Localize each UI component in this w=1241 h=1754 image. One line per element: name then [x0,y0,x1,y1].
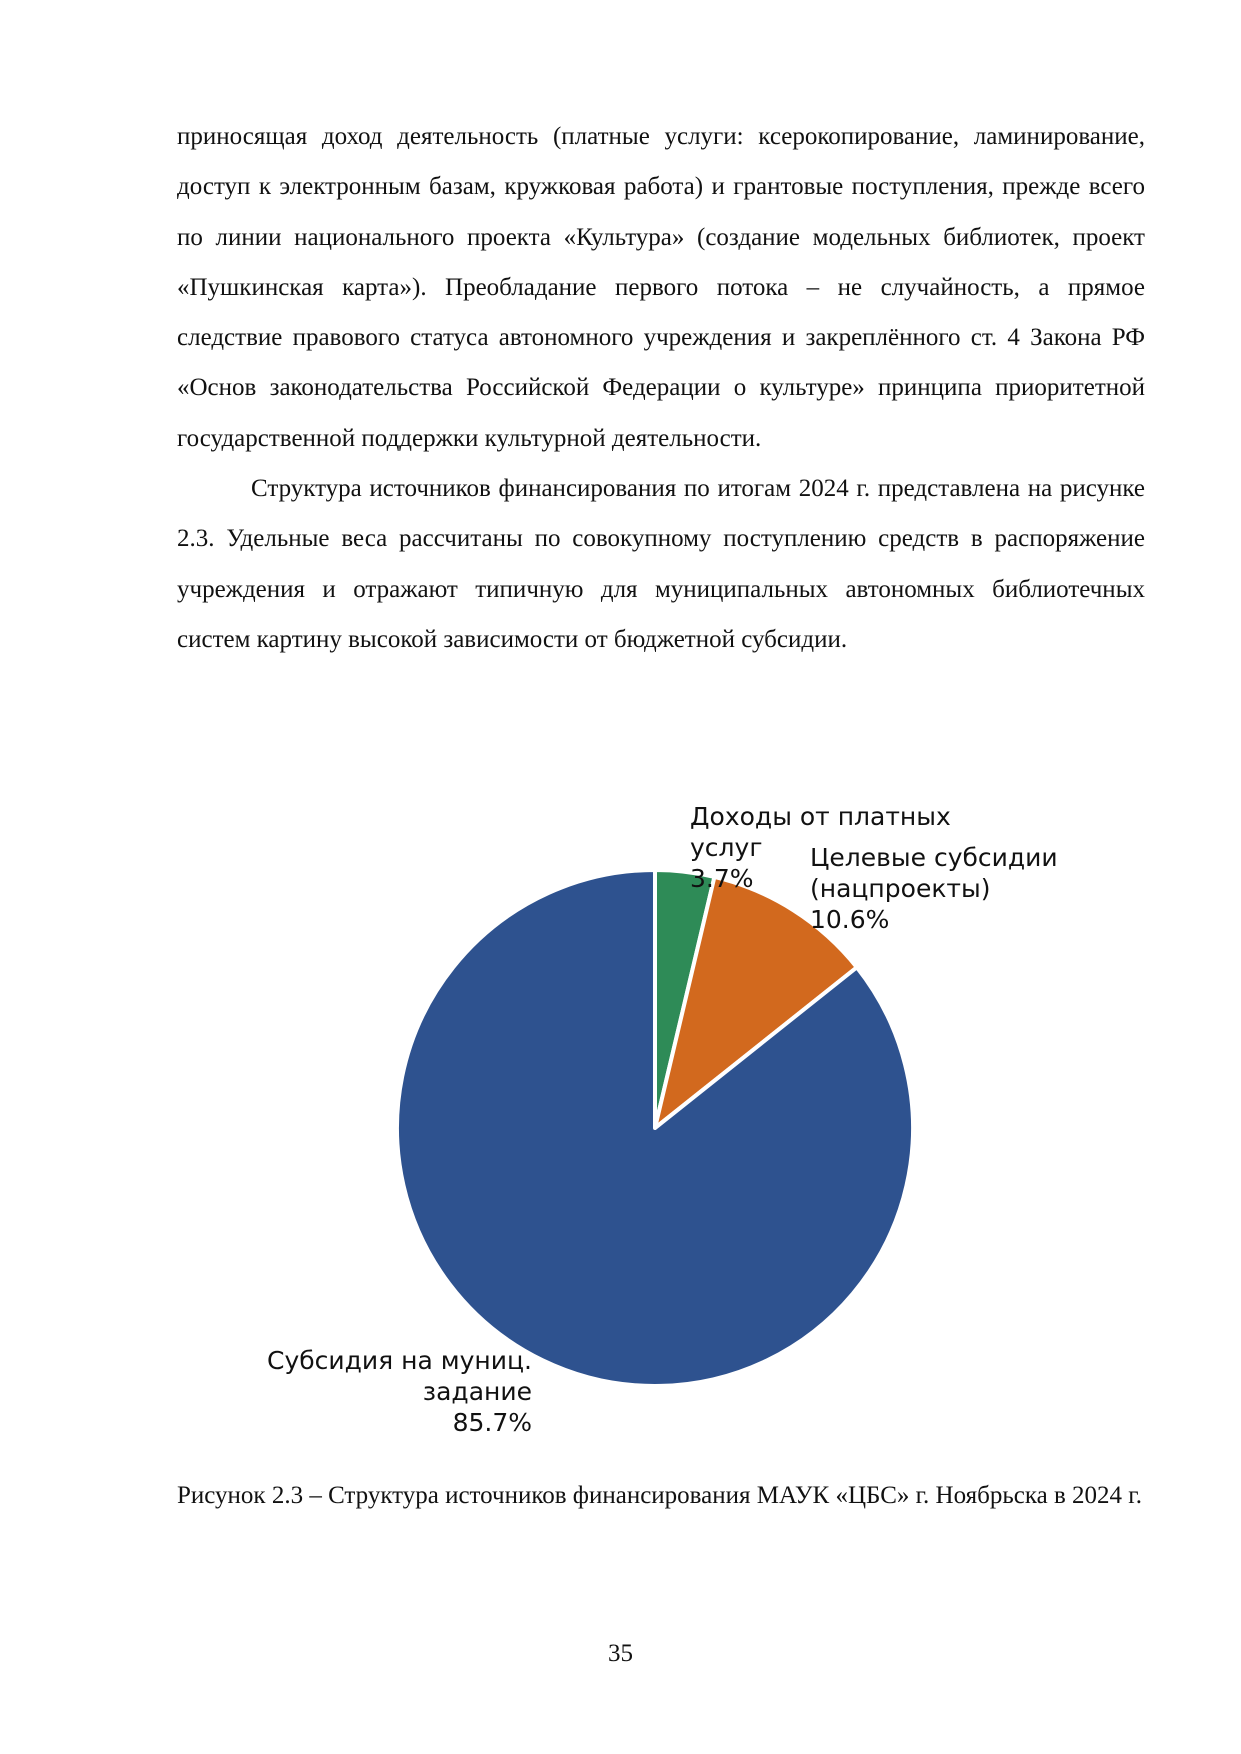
pie-slice-label-line-2-1: задание [422,1377,532,1406]
paragraph-figure-intro: Структура источников финансирования по итогам 2024 г. представлена на рисунке 2.3. Удельные веса рассчитаны по совокупному поступлению средств в распоряжение учреждения и отражают типичную для муниципальных автономных библиотечных систем картину высокой зависимости от бюджетной субсидии. [177,475,1145,653]
pie-chart [0,780,1241,1460]
pie-slice-label-1 [810,843,1058,934]
pie-slice-label-line-0-1: услуг [690,833,763,862]
pie-slice-label-line-2-0: Субсидия на муниц. [266,1346,532,1375]
body-text [177,112,1145,665]
pie-chart-figure [0,780,1241,1460]
pie-slice-label-line-1-0: Целевые субсидии [810,843,1058,872]
pie-slice-label-line-1-1: (нацпроекты) [810,874,991,903]
pie-slice-label-line-0-0: Доходы от платных [690,802,951,831]
pie-slice-value-0: 3.7% [690,864,754,893]
figure-caption: Рисунок 2.3 – Структура источников финансирования МАУК «ЦБС» г. Ноябрьска в 2024 г. [177,1482,1142,1509]
pie-slice-label-2 [267,1346,532,1437]
paragraph-continuation: приносящая доход деятельность (платные услуги: ксерокопирование, ламинирование, доступ к электронным базам, кружковая работа) и грантовые поступления, прежде всего по линии национального проекта «Культура» (создание модельных библиотек, проект «Пушкинская карта»). Преобладание первого потока – не случайность, а прямое следствие правового статуса автономного учреждения и закреплённого ст. 4 Закона РФ «Основ законодательства Российской Федерации о культуре» принципа приоритетной государственной поддержки культурной деятельности. [177,123,1145,452]
pie-slice-value-2: 85.7% [452,1408,532,1437]
page-number: 35 [608,1640,633,1667]
pie-slice-value-1: 10.6% [810,905,890,934]
